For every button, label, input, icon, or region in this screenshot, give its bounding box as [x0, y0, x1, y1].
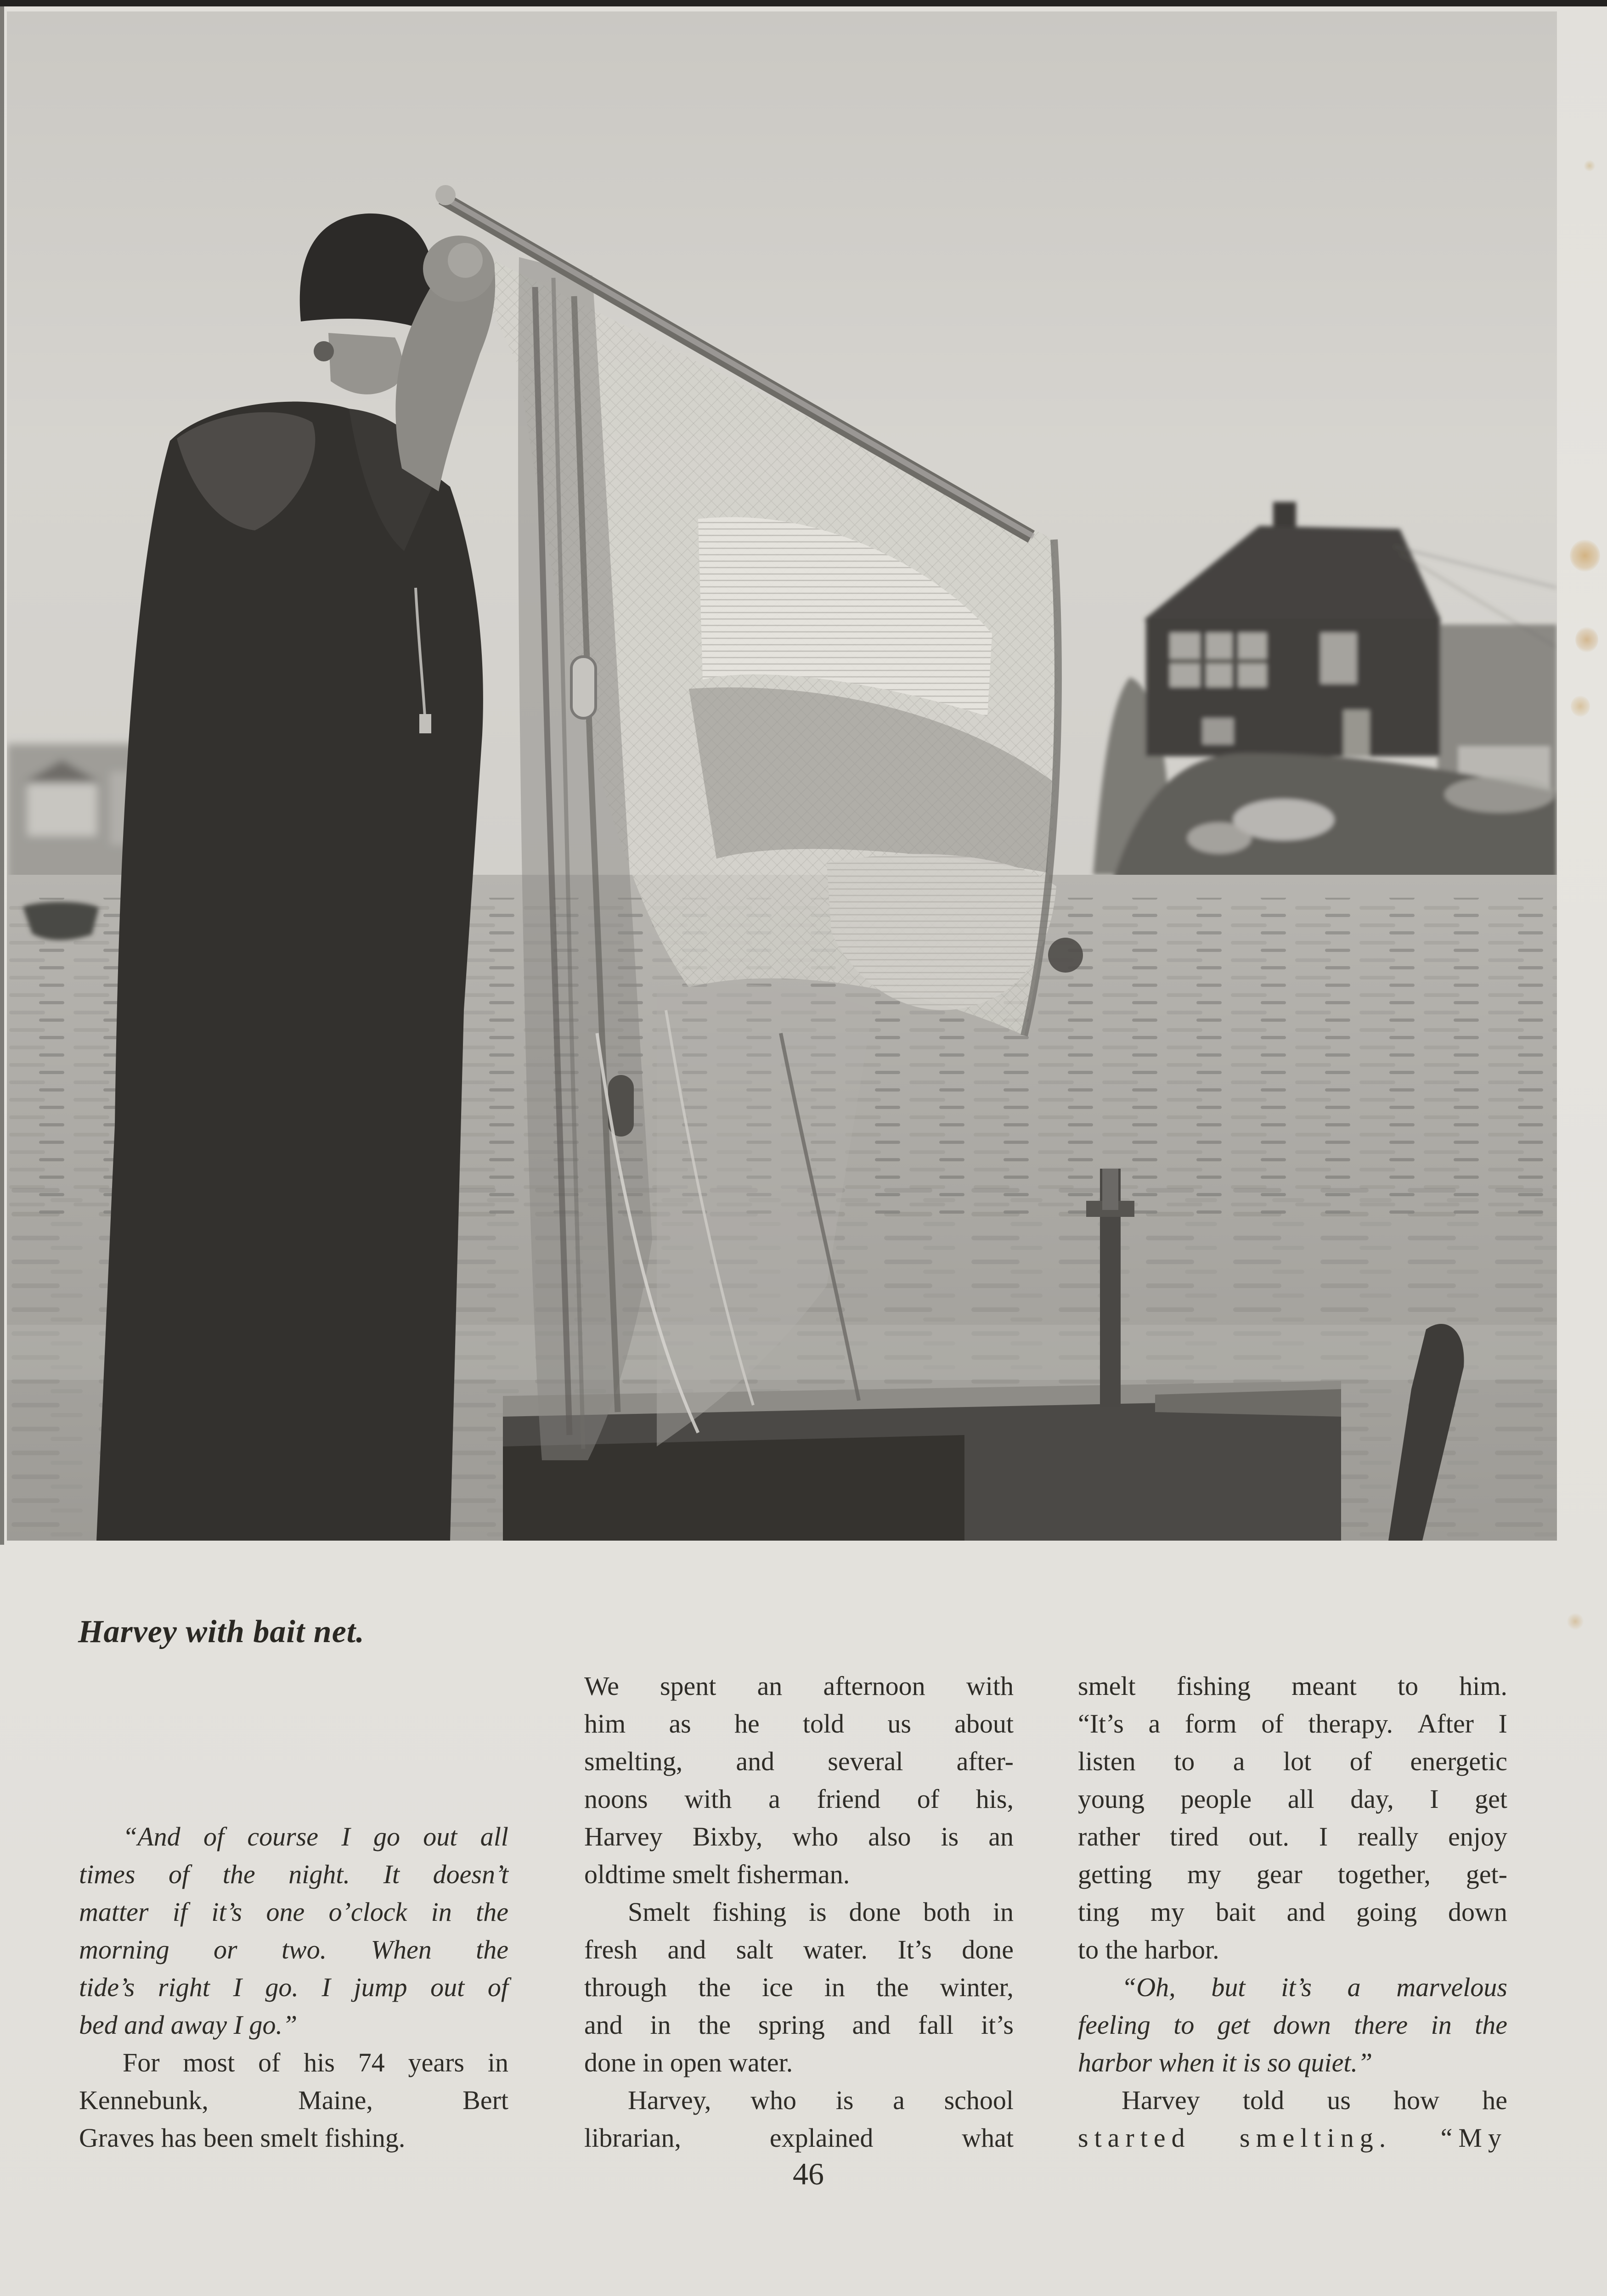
word: the — [476, 1897, 508, 1927]
paragraph — [584, 1893, 1014, 2082]
photo-harvey-bait-net — [7, 11, 1557, 1541]
word: of — [1261, 1709, 1284, 1739]
word: I — [341, 1822, 350, 1851]
word: feeling — [1078, 2010, 1150, 2040]
word: smelt — [1078, 1671, 1136, 1701]
word: get — [1475, 1784, 1507, 1814]
word: tide’s — [79, 1972, 135, 2002]
word: going — [1356, 1897, 1417, 1927]
word: and — [1286, 1897, 1325, 1927]
paragraph — [1078, 1667, 1507, 1969]
word: in — [650, 2010, 671, 2040]
word: Smelt — [628, 1897, 690, 1927]
text-line: to the harbor. — [1078, 1935, 1219, 1964]
word: after- — [956, 1746, 1014, 1776]
text-line — [1078, 1969, 1507, 2006]
word: told — [1242, 2085, 1285, 2115]
paper-stain — [1570, 540, 1600, 572]
word: Harvey, — [628, 2085, 711, 2115]
text-line — [584, 1818, 1014, 1856]
word: out — [430, 1972, 465, 2002]
text-line — [584, 1705, 1014, 1743]
text-line — [584, 1969, 1014, 2006]
paragraph — [584, 1667, 1014, 1893]
word: of — [258, 2048, 281, 2077]
text-line — [584, 1780, 1014, 1818]
word: ice — [762, 1972, 793, 2002]
word: Bert — [462, 2085, 508, 2115]
word: spent — [660, 1671, 716, 1701]
word: marvelous — [1396, 1972, 1507, 2002]
word: Bixby, — [692, 1822, 763, 1851]
text-line — [584, 1743, 1014, 1780]
word: Kennebunk, — [79, 2085, 209, 2115]
word: smelting, — [584, 1746, 683, 1776]
word: in — [1431, 2010, 1452, 2040]
word: if — [172, 1897, 188, 1927]
word: and — [852, 2010, 891, 2040]
word: together, — [1337, 1859, 1431, 1889]
word: him — [584, 1709, 626, 1739]
word: 74 — [358, 2048, 385, 2077]
word: in — [992, 1897, 1014, 1927]
word: people — [1180, 1784, 1252, 1814]
paragraph — [79, 1818, 508, 2044]
word: most — [183, 2048, 235, 2077]
word: who — [750, 2085, 797, 2115]
word: down — [1448, 1897, 1507, 1927]
word: go. — [265, 1972, 299, 2002]
word: in — [824, 1972, 845, 2002]
word: down — [1273, 2010, 1331, 2040]
word: several — [828, 1746, 903, 1776]
word: the — [698, 1972, 731, 2002]
word: I — [1498, 1709, 1507, 1739]
word: rather — [1078, 1822, 1140, 1851]
paper-stain — [1567, 1613, 1584, 1630]
word: my — [1187, 1859, 1222, 1889]
word: of — [917, 1784, 940, 1814]
word: two. — [281, 1935, 327, 1964]
word: Harvey — [1122, 2085, 1200, 2115]
text-line — [1078, 1856, 1507, 1893]
word: what — [962, 2123, 1014, 2153]
word: “Oh, — [1122, 1972, 1176, 2002]
word: started — [1078, 2123, 1191, 2153]
word: getting — [1078, 1859, 1152, 1889]
skiff-boat — [503, 1381, 1341, 1541]
text-column-3 — [1078, 1667, 1507, 2157]
word: us — [1327, 2085, 1351, 2115]
word: “And — [123, 1822, 180, 1851]
word: to — [1174, 1746, 1195, 1776]
photo-illustration — [7, 11, 1557, 1541]
word: fishing — [712, 1897, 787, 1927]
word: jump — [354, 1972, 407, 2002]
word: I — [1430, 1784, 1439, 1814]
text-line — [1078, 2119, 1507, 2157]
word: therapy. — [1308, 1709, 1393, 1739]
word: times — [79, 1859, 135, 1889]
word: he — [734, 1709, 760, 1739]
text-line — [584, 2119, 1014, 2157]
word: who — [792, 1822, 839, 1851]
text-line: done in open water. — [584, 2048, 793, 2077]
word: water. — [803, 1935, 868, 1964]
word: morning — [79, 1935, 169, 1964]
word: and — [736, 1746, 775, 1776]
text-line — [79, 1856, 508, 1893]
text-column-1 — [79, 1818, 508, 2157]
word: the — [876, 1972, 909, 2002]
word: it’s — [211, 1897, 242, 1927]
word: also — [868, 1822, 911, 1851]
word: he — [1482, 2085, 1507, 2115]
word: and — [667, 1935, 706, 1964]
word: a — [1233, 1746, 1245, 1776]
word: all — [480, 1822, 508, 1851]
scan-edge-top — [0, 0, 1607, 6]
word: noons — [584, 1784, 648, 1814]
text-line — [79, 2044, 508, 2082]
word: his, — [975, 1784, 1014, 1814]
word: meant — [1291, 1671, 1357, 1701]
word: how — [1393, 2085, 1439, 2115]
text-line — [1078, 1743, 1507, 1780]
word: I — [233, 1972, 242, 2002]
word: of — [169, 1859, 190, 1889]
word: the — [222, 1859, 255, 1889]
word: After — [1417, 1709, 1474, 1739]
word: smelting. — [1240, 2123, 1392, 2153]
word: an — [988, 1822, 1014, 1851]
word: matter — [79, 1897, 149, 1927]
text-line — [1078, 1893, 1507, 1931]
word: explained — [769, 2123, 874, 2153]
text-column-2 — [584, 1667, 1014, 2157]
word: out — [423, 1822, 457, 1851]
word: enjoy — [1448, 1822, 1507, 1851]
word: to — [1173, 2010, 1195, 2040]
word: a — [1148, 1709, 1161, 1739]
word: of — [1349, 1746, 1372, 1776]
text-line — [1078, 1818, 1507, 1856]
word: salt — [736, 1935, 773, 1964]
word: a — [1347, 1972, 1361, 2002]
word: bait — [1215, 1897, 1256, 1927]
word: Maine, — [298, 2085, 373, 2115]
word: through — [584, 1972, 667, 2002]
word: get — [1217, 2010, 1250, 2040]
word: the — [698, 2010, 731, 2040]
word: of — [487, 1972, 508, 2002]
word: a — [768, 1784, 780, 1814]
word: but — [1211, 1972, 1246, 2002]
word: the — [1475, 2010, 1507, 2040]
text-line — [1078, 2082, 1507, 2119]
text-line — [1078, 1705, 1507, 1743]
word: years — [408, 2048, 464, 2077]
word: go — [373, 1822, 400, 1851]
scan-edge-left — [0, 6, 4, 1545]
text-line — [1078, 1667, 1507, 1705]
word: one — [266, 1897, 305, 1927]
word: ting — [1078, 1897, 1120, 1927]
paragraph — [1078, 1969, 1507, 2082]
word: it’s — [981, 2010, 1014, 2040]
text-line — [584, 1931, 1014, 1969]
word: his — [304, 2048, 335, 2077]
word: o’clock — [328, 1897, 407, 1927]
word: all — [1287, 1784, 1314, 1814]
word: in — [487, 2048, 508, 2077]
word: told — [802, 1709, 845, 1739]
text-line: bed and away I go.” — [79, 2010, 298, 2040]
word: as — [669, 1709, 691, 1739]
text-line — [79, 2082, 508, 2119]
text-line — [1078, 1780, 1507, 1818]
word: done — [849, 1897, 901, 1927]
word: done — [962, 1935, 1014, 1964]
text-line — [584, 1893, 1014, 1931]
paper-stain — [1584, 160, 1596, 172]
text-line: Graves has been smelt fishing. — [79, 2123, 406, 2153]
word: both — [923, 1897, 971, 1927]
word: to — [1397, 1671, 1419, 1701]
word: We — [584, 1671, 619, 1701]
paper-stain — [1575, 627, 1598, 653]
word: spring — [758, 2010, 825, 2040]
word: It — [383, 1859, 400, 1889]
text-line — [79, 1969, 508, 2006]
word: It’s — [897, 1935, 932, 1964]
word: day, — [1350, 1784, 1394, 1814]
word: “My — [1440, 2123, 1507, 2153]
word: young — [1078, 1784, 1145, 1814]
word: there — [1354, 2010, 1408, 2040]
word: I — [1319, 1822, 1328, 1851]
word: school — [944, 2085, 1014, 2115]
paper-stain — [1571, 696, 1590, 717]
word: energetic — [1410, 1746, 1507, 1776]
word: is — [835, 2085, 854, 2115]
text-line — [79, 1931, 508, 1969]
word: For — [123, 2048, 160, 2077]
word: really — [1358, 1822, 1419, 1851]
word: of — [203, 1822, 225, 1851]
word: When — [371, 1935, 432, 1964]
word: night. — [288, 1859, 350, 1889]
page-number: 46 — [793, 2156, 824, 2191]
text-line: harbor when it is so quiet.” — [1078, 2048, 1373, 2077]
word: fresh — [584, 1935, 637, 1964]
word: fishing — [1176, 1671, 1251, 1701]
word: doesn’t — [433, 1859, 508, 1889]
word: or — [213, 1935, 237, 1964]
word: the — [476, 1935, 508, 1964]
text-line — [584, 2082, 1014, 2119]
photo-caption: Harvey with bait net. — [78, 1614, 365, 1649]
paragraph — [1078, 2082, 1507, 2157]
word: friend — [817, 1784, 881, 1814]
word: right — [158, 1972, 210, 2002]
word: and — [584, 2010, 623, 2040]
word: winter, — [940, 1972, 1014, 2002]
paragraph — [79, 2044, 508, 2157]
word: about — [954, 1709, 1014, 1739]
word: with — [684, 1784, 732, 1814]
text-line — [79, 1893, 508, 1931]
word: librarian, — [584, 2123, 681, 2153]
word: him. — [1459, 1671, 1507, 1701]
word: I — [321, 1972, 331, 2002]
word: fall — [918, 2010, 954, 2040]
word: gear — [1257, 1859, 1303, 1889]
text-line — [584, 2006, 1014, 2044]
word: is — [809, 1897, 827, 1927]
word: afternoon — [823, 1671, 925, 1701]
word: in — [431, 1897, 452, 1927]
word: with — [966, 1671, 1014, 1701]
text-line — [584, 1667, 1014, 1705]
word: my — [1150, 1897, 1185, 1927]
paragraph — [584, 2082, 1014, 2157]
word: course — [247, 1822, 319, 1851]
text-line — [1078, 2006, 1507, 2044]
word: it’s — [1281, 1972, 1312, 2002]
word: get- — [1466, 1859, 1507, 1889]
word: listen — [1078, 1746, 1136, 1776]
word: form — [1184, 1709, 1237, 1739]
word: lot — [1283, 1746, 1312, 1776]
word: a — [893, 2085, 905, 2115]
text-line — [79, 1818, 508, 1856]
text-line: oldtime smelt fisherman. — [584, 1859, 850, 1889]
word: us — [887, 1709, 911, 1739]
word: “It’s — [1078, 1709, 1124, 1739]
word: out. — [1248, 1822, 1289, 1851]
word: tired — [1170, 1822, 1219, 1851]
word: is — [941, 1822, 959, 1851]
word: an — [757, 1671, 783, 1701]
word: Harvey — [584, 1822, 663, 1851]
dinghy-boat — [23, 902, 99, 940]
